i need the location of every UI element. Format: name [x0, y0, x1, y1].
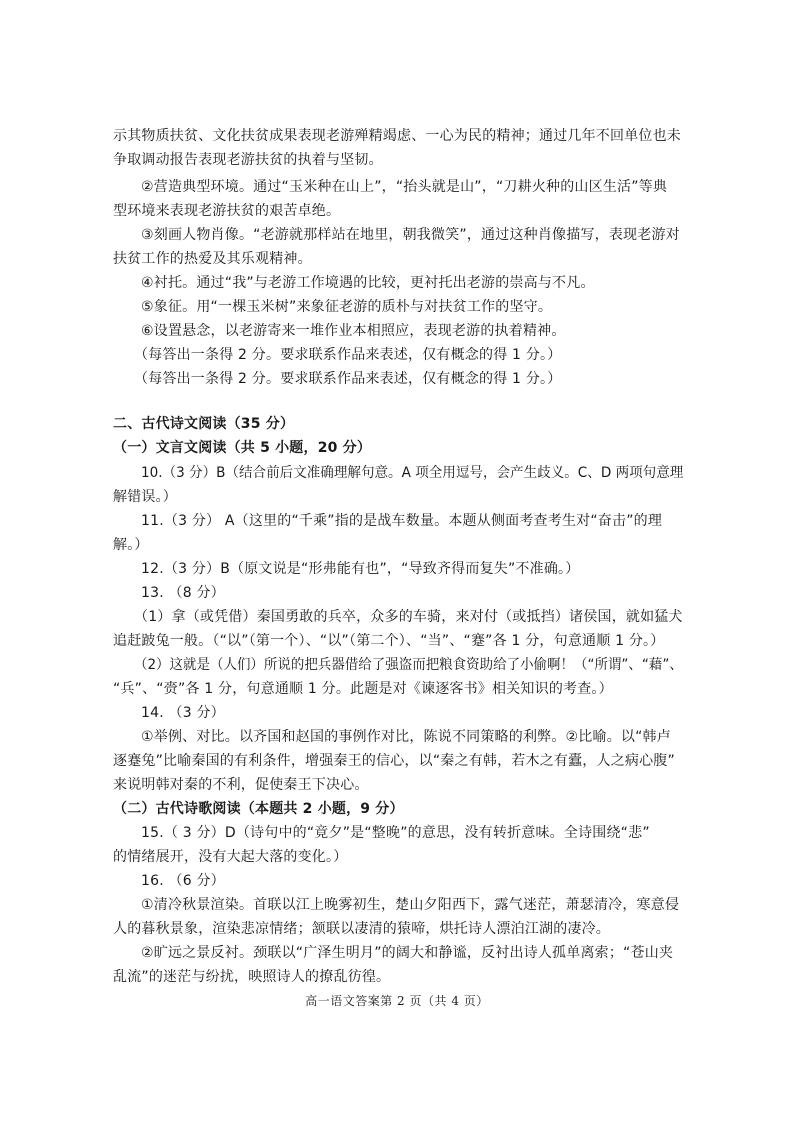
answer-line: 12.（3 分）B（原文说是“形弗能有也”，“导致齐得而复失”不准确。） [141, 561, 580, 577]
text-line: 扶贫工作的热爱及其乐观精神。 [113, 251, 312, 267]
text-line: 示其物质扶贫、文化扶贫成果表现老游殚精竭虑、一心为民的精神；通过几年不回单位也未 [113, 128, 681, 144]
subsection-heading: （一）文言文阅读（共 5 小题，20 分） [113, 440, 372, 456]
answer-line: 逐蹇兔”比喻秦国的有利条件，增强秦王的信心，以“秦之有韩，若木之有蠹，人之病心腹” [113, 753, 675, 769]
answer-line: （2）这就是（人们）所说的把兵器借给了强盗而把粮食资助给了小偷啊！（“所谓”、“藉”、 [134, 657, 683, 673]
section-heading: 二、古代诗文阅读（35 分） [113, 416, 295, 432]
scoring-note: （每答出一条得 2 分。要求联系作品来表述，仅有概念的得 1 分。） [134, 347, 562, 363]
answer-line: 13. （8 分） [141, 585, 225, 601]
text-line: ⑥设置悬念，以老游寄来一堆作业本相照应，表现老游的执着精神。 [141, 323, 566, 339]
answer-line: 解。） [113, 537, 149, 553]
answer-line: 14. （3 分） [141, 705, 225, 721]
answer-line: 11.（3 分） A（这里的“千乘”指的是战车数量。本题从侧面考查考生对“奋击”的理 [141, 513, 663, 529]
answer-line: ①清冷秋景渲染。首联以江上晚雾初生，楚山夕阳西下，露气迷茫，萧瑟清冷，寒意侵 [141, 897, 680, 913]
page-footer: 高一语文答案第 2 页（共 4 页） [305, 994, 489, 1008]
answer-line: 15.（ 3 分）D（诗句中的“竟夕”是“整晚”的意思，没有转折意味。全诗围绕“悲” [141, 825, 650, 841]
subsection-heading: （二）古代诗歌阅读（本题共 2 小题，9 分） [113, 801, 404, 817]
answer-line: 10.（3 分）B（结合前后文准确理解句意。A 项全用逗号，会产生歧义。C、D 两项句意理 [141, 465, 684, 481]
text-line: ⑤象征。用“一棵玉米树”来象征老游的质朴与对扶贫工作的坚守。 [141, 299, 553, 315]
text-line: ③刻画人物肖像。“老游就那样站在地里，朝我微笑”，通过这种肖像描写，表现老游对 [141, 227, 680, 243]
text-line: 争取调动报告表现老游扶贫的执着与坚韧。 [113, 152, 383, 168]
answer-line: （1）拿（或凭借）秦国勇敢的兵卒，众多的车骑，来对付（或抵挡）诸侯国，就如猛犬 [134, 609, 683, 625]
answer-line: “兵”、“赍”各 1 分，句意通顺 1 分。此题是对《谏逐客书》相关知识的考查。） [113, 681, 613, 697]
scoring-note: （每答出一条得 2 分。要求联系作品来表述，仅有概念的得 1 分。） [134, 371, 562, 387]
answer-line: ②旷远之景反衬。颈联以“广泽生明月”的阔大和静谧，反衬出诗人孤单离索；“苍山夹 [141, 945, 674, 961]
answer-line: 的情绪展开，没有大起大落的变化。） [113, 849, 348, 865]
text-line: 型环境来表现老游扶贫的艰苦卓绝。 [113, 203, 341, 219]
answer-line: 16. （6 分） [141, 873, 225, 889]
text-line: ②营造典型环境。通过“玉米种在山上”，“抬头就是山”，“刀耕火种的山区生活”等典 [141, 179, 668, 195]
answer-line: 解错误。） [113, 489, 177, 505]
answer-line: ①举例、对比。以齐国和赵国的事例作对比，陈说不同策略的利弊。②比喻。以“韩卢 [141, 729, 671, 745]
answer-line: 来说明韩对秦的不利，促使秦王下决心。 [113, 777, 369, 793]
answer-line: 追赶跛兔一般。（“以”（第一个）、“以”（第二个）、“当”、“蹇”各 1 分，句意通顺 1 分。） [113, 633, 665, 649]
answer-line: 乱流”的迷茫与纷扰，映照诗人的撩乱彷徨。 [113, 969, 391, 985]
text-line: ④衬托。通过“我”与老游工作境遇的比较，更衬托出老游的崇高与不凡。 [141, 275, 595, 291]
answer-line: 人的暮秋景象，渲染悲凉情绪；颔联以凄清的猿啼，烘托诗人漂泊江湖的凄冷。 [113, 921, 610, 937]
